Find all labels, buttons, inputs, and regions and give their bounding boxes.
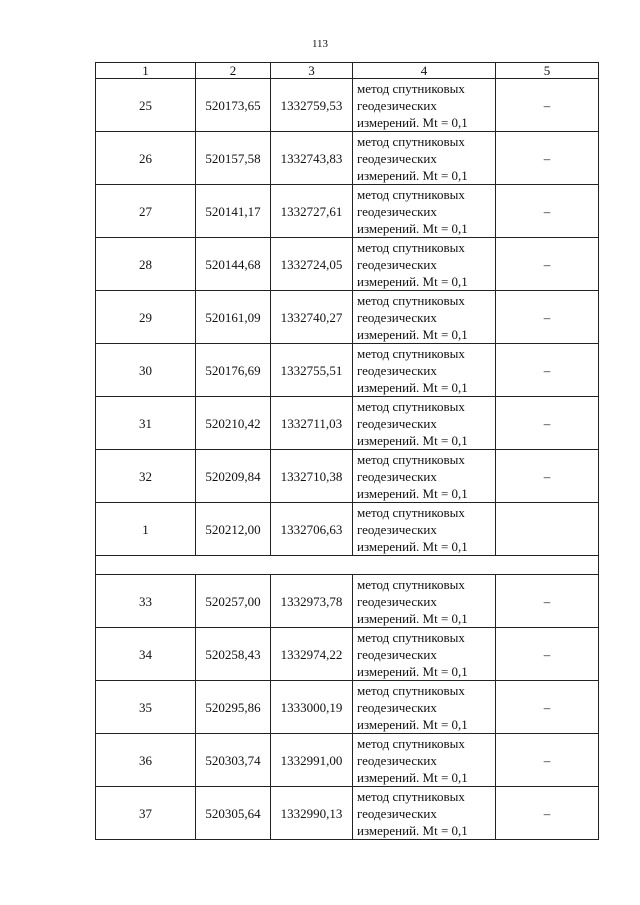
y-coordinate-cell: 1332740,27 [271, 291, 353, 344]
y-coordinate-cell: 1332706,63 [271, 503, 353, 556]
header-cell: 2 [196, 63, 271, 79]
method-cell [353, 450, 496, 503]
col5-cell [496, 503, 599, 556]
method-line: метод спутниковых [357, 80, 465, 96]
method-line: геодезических [357, 593, 437, 609]
point-number-cell: 26 [96, 132, 196, 185]
method-line: метод спутниковых [357, 682, 465, 698]
col5-cell: – [496, 185, 599, 238]
col5-cell: – [496, 132, 599, 185]
separator-row [96, 556, 599, 575]
col5-cell: – [496, 681, 599, 734]
table-row [96, 628, 599, 681]
separator-cell [96, 556, 599, 575]
table-row [96, 575, 599, 628]
point-number-cell: 36 [96, 734, 196, 787]
table-row [96, 238, 599, 291]
method-line: геодезических [357, 150, 437, 166]
method-line: метод спутниковых [357, 133, 465, 149]
x-coordinate-cell: 520303,74 [196, 734, 271, 787]
table-row [96, 734, 599, 787]
y-coordinate-cell: 1332990,13 [271, 787, 353, 840]
method-line: метод спутниковых [357, 451, 465, 467]
method-line: метод спутниковых [357, 788, 465, 804]
x-coordinate-cell: 520295,86 [196, 681, 271, 734]
method-line: геодезических [357, 468, 437, 484]
x-coordinate-cell: 520157,58 [196, 132, 271, 185]
method-line: измерений. Mt = 0,1 [357, 716, 468, 732]
method-cell [353, 185, 496, 238]
header-cell: 3 [271, 63, 353, 79]
method-cell [353, 628, 496, 681]
point-number-cell: 33 [96, 575, 196, 628]
method-line: измерений. Mt = 0,1 [357, 167, 468, 183]
method-line: метод спутниковых [357, 504, 465, 520]
method-line: измерений. Mt = 0,1 [357, 610, 468, 626]
point-number-cell: 28 [96, 238, 196, 291]
y-coordinate-cell: 1332743,83 [271, 132, 353, 185]
method-line: измерений. Mt = 0,1 [357, 538, 468, 554]
y-coordinate-cell: 1332759,53 [271, 79, 353, 132]
method-line: измерений. Mt = 0,1 [357, 485, 468, 501]
header-cell: 5 [496, 63, 599, 79]
point-number-cell: 29 [96, 291, 196, 344]
table-row [96, 503, 599, 556]
x-coordinate-cell: 520176,69 [196, 344, 271, 397]
method-line: измерений. Mt = 0,1 [357, 432, 468, 448]
col5-cell: – [496, 787, 599, 840]
y-coordinate-cell: 1333000,19 [271, 681, 353, 734]
point-number-cell: 35 [96, 681, 196, 734]
method-cell [353, 344, 496, 397]
method-line: измерений. Mt = 0,1 [357, 220, 468, 236]
x-coordinate-cell: 520161,09 [196, 291, 271, 344]
y-coordinate-cell: 1332974,22 [271, 628, 353, 681]
method-line: геодезических [357, 256, 437, 272]
method-line: геодезических [357, 97, 437, 113]
col5-cell: – [496, 628, 599, 681]
table-row [96, 450, 599, 503]
method-line: метод спутниковых [357, 239, 465, 255]
header-cell: 1 [96, 63, 196, 79]
method-cell [353, 291, 496, 344]
method-line: измерений. Mt = 0,1 [357, 663, 468, 679]
method-line: измерений. Mt = 0,1 [357, 326, 468, 342]
coordinates-table [95, 62, 599, 840]
y-coordinate-cell: 1332711,03 [271, 397, 353, 450]
method-cell [353, 503, 496, 556]
point-number-cell: 27 [96, 185, 196, 238]
y-coordinate-cell: 1332973,78 [271, 575, 353, 628]
table-row [96, 79, 599, 132]
method-line: геодезических [357, 521, 437, 537]
col5-cell: – [496, 397, 599, 450]
method-line: геодезических [357, 309, 437, 325]
table-row [96, 132, 599, 185]
method-cell [353, 238, 496, 291]
method-line: метод спутниковых [357, 576, 465, 592]
x-coordinate-cell: 520212,00 [196, 503, 271, 556]
method-cell [353, 575, 496, 628]
table-row [96, 397, 599, 450]
y-coordinate-cell: 1332991,00 [271, 734, 353, 787]
x-coordinate-cell: 520257,00 [196, 575, 271, 628]
method-line: измерений. Mt = 0,1 [357, 379, 468, 395]
method-cell [353, 787, 496, 840]
method-line: геодезических [357, 646, 437, 662]
point-number-cell: 31 [96, 397, 196, 450]
table-row [96, 344, 599, 397]
method-line: геодезических [357, 805, 437, 821]
col5-cell: – [496, 291, 599, 344]
method-line: измерений. Mt = 0,1 [357, 769, 468, 785]
x-coordinate-cell: 520258,43 [196, 628, 271, 681]
y-coordinate-cell: 1332710,38 [271, 450, 353, 503]
method-line: метод спутниковых [357, 398, 465, 414]
table-row [96, 787, 599, 840]
method-cell [353, 681, 496, 734]
y-coordinate-cell: 1332727,61 [271, 185, 353, 238]
point-number-cell: 34 [96, 628, 196, 681]
point-number-cell: 25 [96, 79, 196, 132]
x-coordinate-cell: 520173,65 [196, 79, 271, 132]
header-cell: 4 [353, 63, 496, 79]
x-coordinate-cell: 520141,17 [196, 185, 271, 238]
method-cell [353, 397, 496, 450]
table-row [96, 185, 599, 238]
point-number-cell: 32 [96, 450, 196, 503]
col5-cell: – [496, 344, 599, 397]
y-coordinate-cell: 1332755,51 [271, 344, 353, 397]
point-number-cell: 1 [96, 503, 196, 556]
method-line: геодезических [357, 203, 437, 219]
point-number-cell: 37 [96, 787, 196, 840]
method-line: геодезических [357, 699, 437, 715]
method-line: метод спутниковых [357, 186, 465, 202]
col5-cell: – [496, 238, 599, 291]
page-number: 113 [311, 38, 329, 50]
point-number-cell: 30 [96, 344, 196, 397]
method-line: метод спутниковых [357, 735, 465, 751]
method-cell [353, 734, 496, 787]
method-line: метод спутниковых [357, 345, 465, 361]
method-line: геодезических [357, 752, 437, 768]
col5-cell: – [496, 575, 599, 628]
method-line: измерений. Mt = 0,1 [357, 822, 468, 838]
method-line: геодезических [357, 362, 437, 378]
method-line: геодезических [357, 415, 437, 431]
table-row [96, 681, 599, 734]
y-coordinate-cell: 1332724,05 [271, 238, 353, 291]
col5-cell: – [496, 79, 599, 132]
method-line: измерений. Mt = 0,1 [357, 114, 468, 130]
x-coordinate-cell: 520209,84 [196, 450, 271, 503]
method-cell [353, 132, 496, 185]
x-coordinate-cell: 520144,68 [196, 238, 271, 291]
table-row [96, 291, 599, 344]
col5-cell: – [496, 734, 599, 787]
x-coordinate-cell: 520305,64 [196, 787, 271, 840]
method-line: измерений. Mt = 0,1 [357, 273, 468, 289]
method-line: метод спутниковых [357, 629, 465, 645]
method-cell [353, 79, 496, 132]
x-coordinate-cell: 520210,42 [196, 397, 271, 450]
header-row [96, 63, 599, 79]
col5-cell: – [496, 450, 599, 503]
method-line: метод спутниковых [357, 292, 465, 308]
